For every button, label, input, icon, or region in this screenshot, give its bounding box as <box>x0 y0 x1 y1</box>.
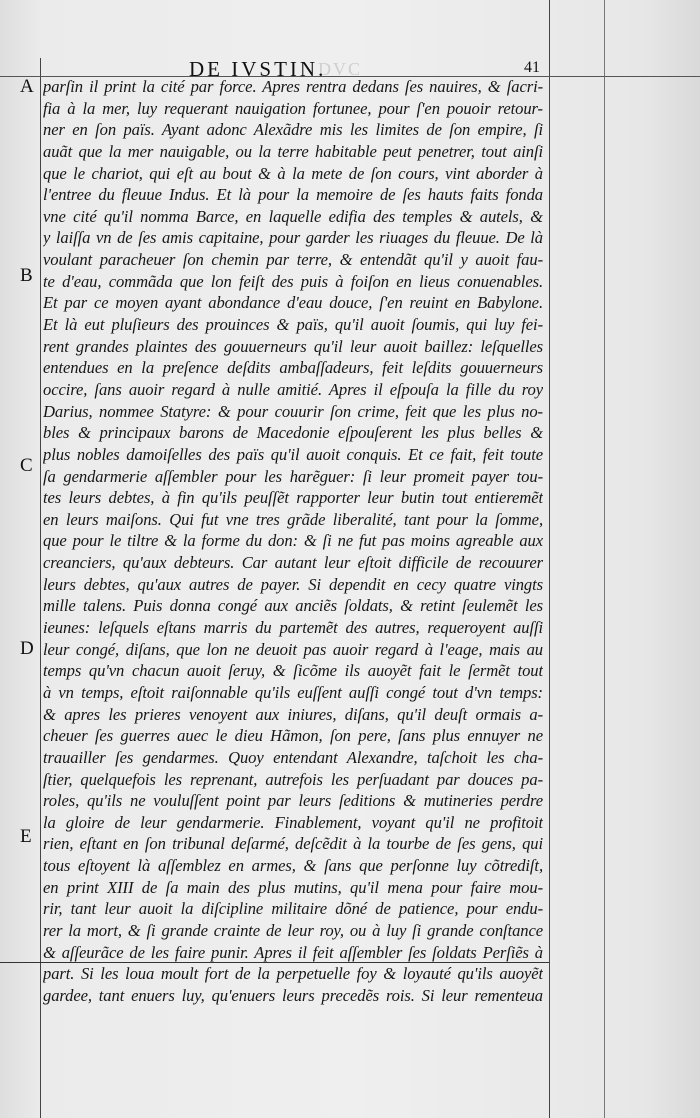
text-line: l'entree du fleuue Indus. Et là pour la memoire de ſes hauts faits fonda <box>43 185 543 205</box>
text-line: cheuer ſes guerres auec le dieu Hãmon, ſon pere, ſans plus ennuyer ne <box>43 726 543 746</box>
text-line: que le chariot, qui eſt au bout & à la mete de ſon cours, vint aborder à <box>43 163 543 183</box>
margin-letter-c: C <box>20 455 33 476</box>
text-line: voulant paracheuer ſon chemin par terre, & entendãt qu'il y auoit fau- <box>43 250 543 270</box>
text-line: rent grandes plaintes des gouuerneurs qu'il leur auoit baillez: leſquelles <box>43 336 543 356</box>
text-line: rer la mort, & ſi grande crainte de leur roy, ou à luy ſi grande conſtance <box>43 920 543 940</box>
text-line: leur congé, diſans, que lon ne deuoit pas auoir regard à l'eage, mais au <box>43 639 543 659</box>
text-line: ieunes: leſquels eſtans marris du partemẽt des autres, requeroyent auſſi <box>43 618 543 638</box>
text-line: Et par ce moyen ayant abondance d'eau douce, ſ'en reuint en Babylone. <box>43 293 543 313</box>
text-line: ner en ſon païs. Ayant adonc Alexãdre mis les limites de ſon empire, ſi <box>43 120 543 140</box>
text-line: tes leurs debtes, à fin qu'ils peuſſẽt rapporter leur butin tout entieremẽt <box>43 488 543 508</box>
text-line: roles, qu'ils ne vouluſſent point par leurs ſeditions & mutineries perdre <box>43 791 543 811</box>
text-line: occire, ſans auoir regard à nulle amitié. Apres il eſpouſa la fille du roy <box>43 379 543 399</box>
text-line: Darius, nommee Statyre: & pour couurir ſon crime, feit que les plus no- <box>43 401 543 421</box>
text-line: temps qu'vn chacun auoit ſeruy, & ſicõme ils auoyẽt fait le ſermẽt tout <box>43 661 543 681</box>
text-line: creanciers, qu'aux debteurs. Car autant leur eſtoit difficile de recouurer <box>43 553 543 573</box>
text-line: entendues en la preſence deſdits ambaſſadeurs, feit leſdits gouuerneurs <box>43 358 543 378</box>
text-line: la gloire de leur gendarmerie. Finablement, voyant qu'il ne profitoit <box>43 812 543 832</box>
text-line: te d'eau, commãda que lon feiſt des puis à foiſon en lieus conuenables. <box>43 271 543 291</box>
text-line: part. Si les loua moult fort de la perpetuelle foy & loyauté qu'ils auoyẽt <box>43 964 543 984</box>
text-line: ſtier, quelquefois les reprenant, autrefois les perſuadant par douces pa- <box>43 769 543 789</box>
text-line: en leurs maiſons. Qui fut vne tres grãde liberalité, tant pour la ſomme, <box>43 509 543 529</box>
page-number: 41 <box>524 59 540 76</box>
text-line: bles & principaux barons de Macedonie eſpouſerent les plus belles & <box>43 423 543 443</box>
text-line: leurs debtes, qu'aux autres de payer. Si dependit en cecy quatre vingts <box>43 574 543 594</box>
text-line: gardee, tant enuers luy, qu'enuers leurs precedẽs rois. Si leur rementeua <box>43 985 543 1005</box>
text-line: y laiſſa vn de ſes amis capitaine, pour garder les riuages du fleuue. De là <box>43 228 543 248</box>
text-line: Et là eut pluſieurs des prouinces & païs, qu'il auoit ſoumis, qui luy fei- <box>43 315 543 335</box>
text-block-right-rule <box>549 0 550 1118</box>
text-line: rien, eſtant en ſon tribunal deſarmé, deſcẽdit à la tourbe de ſes gens, qui <box>43 834 543 854</box>
text-line: plus nobles damoiſelles des païs qu'il auoit conquis. Et ce fait, feit toute <box>43 444 543 464</box>
text-line: fia à la mer, luy requerant nauigation fortunee, pour ſ'en pouoir retour- <box>43 98 543 118</box>
margin-letter-e: E <box>20 826 32 847</box>
text-line: mille talens. Puis donna congé aux anciẽs ſoldats, & retint ſeulemẽt les <box>43 596 543 616</box>
text-line: parſin il print la cité par force. Apres rentra dedans ſes nauires, & ſacri- <box>43 77 543 96</box>
text-line: trauailler ſes gendarmes. Quoy entendant Alexandre, taſchoit les cha- <box>43 747 543 767</box>
margin-letter-a: A <box>20 76 34 97</box>
outer-margin-rule <box>604 0 605 1118</box>
text-line: en print XIII de ſa main des plus mutins, qu'il mena pour faire mou- <box>43 877 543 897</box>
text-line: rir, tant leur auoit la diſcipline militaire dõné de patience, pour endu- <box>43 899 543 919</box>
text-line: ſa gendarmerie aſſembler pour les harẽguer: ſi leur promeit payer tou- <box>43 466 543 486</box>
margin-letter-d: D <box>20 638 34 659</box>
body-text-block <box>43 76 543 1007</box>
left-margin-rule <box>40 58 41 1118</box>
text-line: & apres les prieres venoyent aux iniures, diſans, qu'il deuſt ormais a- <box>43 704 543 724</box>
text-line: & aſſeurãce de les faire punir. Apres il feit aſſembler ſes ſoldats Perſiẽs à <box>43 942 543 962</box>
text-line: tous eſtoyent là aſſemblez en armes, & ſans que perſonne luy cõtrediſt, <box>43 856 543 876</box>
text-line: que pour le tiltre & la forme du don: & ſi ne fut pas moins agreable aux <box>43 531 543 551</box>
text-line: auãt que la mer nauigable, ou la terre habitable peut penetrer, tout ainſi <box>43 141 543 161</box>
margin-letter-b: B <box>20 265 33 286</box>
text-line: à vn temps, eſtoit raiſonnable qu'ils euſſent auſſi congé tout d'vn temps: <box>43 682 543 702</box>
text-line: vne cité qu'il nomma Barce, en laquelle edifia des temples & autels, & <box>43 206 543 226</box>
running-head-title: DE IVSTIN. <box>189 57 327 81</box>
show-through-text: DVC <box>318 59 363 79</box>
